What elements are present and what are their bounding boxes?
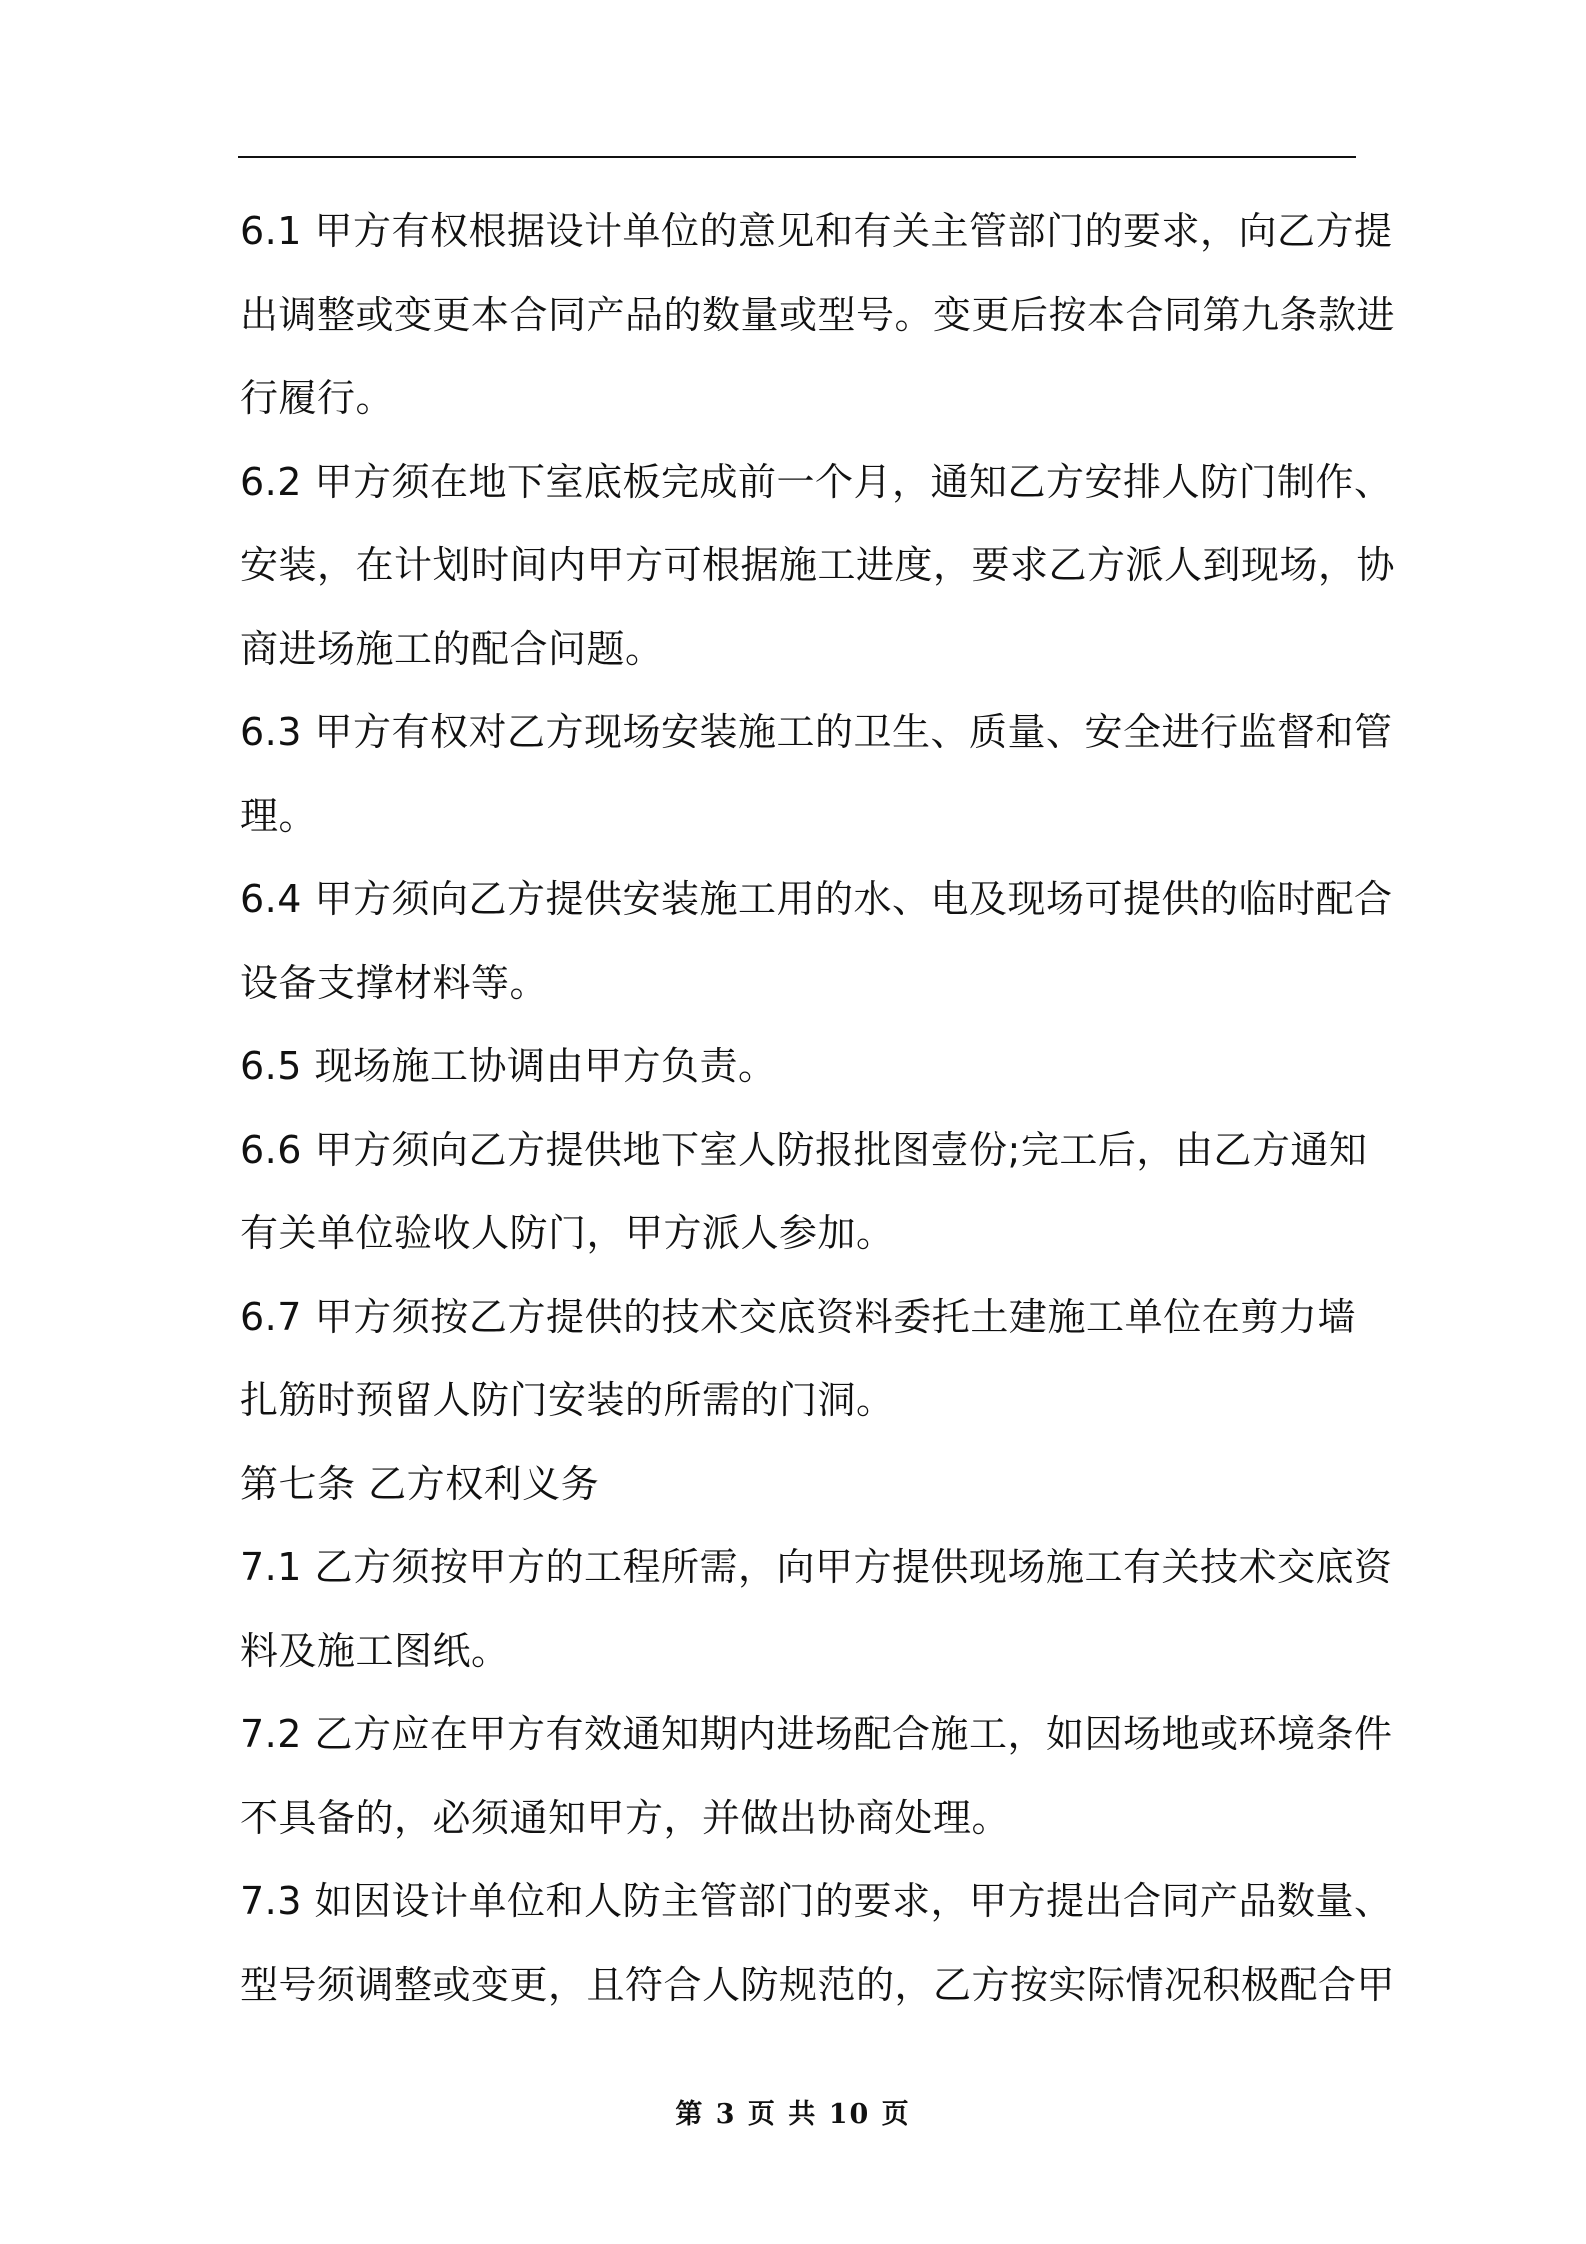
text-line: 6.2 甲方须在地下室底板完成前一个月，通知乙方安排人防门制作、 xyxy=(240,459,1393,504)
section-heading: 第七条 乙方权利义务 xyxy=(240,1461,600,1506)
text-line: 6.5 现场施工协调由甲方负责。 xyxy=(240,1044,777,1088)
text-line: 7.1 乙方须按甲方的工程所需，向甲方提供现场施工有关技术交底资 xyxy=(240,1545,1393,1589)
text-line: 安装，在计划时间内甲方可根据施工进度，要求乙方派人到现场，协 xyxy=(240,543,1396,587)
text-line: 理。 xyxy=(240,793,318,838)
text-line: 6.4 甲方须向乙方提供安装施工用的水、电及现场可提供的临时配合 xyxy=(240,877,1393,921)
text-line: 7.2 乙方应在甲方有效通知期内进场配合施工，如因场地或环境条件 xyxy=(240,1712,1393,1756)
page-number-footer: 第 3 页 共 10 页 xyxy=(675,2099,911,2130)
text-line: 6.6 甲方须向乙方提供地下室人防报批图壹份;完工后，由乙方通知 xyxy=(240,1127,1368,1172)
document-body xyxy=(240,190,1396,2027)
text-line: 行履行。 xyxy=(240,376,395,420)
text-line: 不具备的，必须通知甲方，并做出协商处理。 xyxy=(240,1795,1011,1840)
text-line: 出调整或变更本合同产品的数量或型号。变更后按本合同第九条款进 xyxy=(240,292,1396,337)
text-line: 商进场施工的配合问题。 xyxy=(240,626,664,671)
text-line: 6.7 甲方须按乙方提供的技术交底资料委托土建施工单位在剪力墙 xyxy=(240,1294,1356,1339)
text-line: 料及施工图纸。 xyxy=(240,1628,510,1673)
text-line: 扎筋时预留人防门安装的所需的门洞。 xyxy=(240,1378,895,1422)
text-line: 7.3 如因设计单位和人防主管部门的要求，甲方提出合同产品数量、 xyxy=(240,1879,1393,1923)
header-rule xyxy=(238,156,1356,158)
text-line: 型号须调整或变更，且符合人防规范的，乙方按实际情况积极配合甲 xyxy=(240,1962,1396,2007)
text-line: 有关单位验收人防门，甲方派人参加。 xyxy=(240,1211,895,1255)
text-line: 6.3 甲方有权对乙方现场安装施工的卫生、质量、安全进行监督和管 xyxy=(240,710,1393,754)
text-line: 设备支撑材料等。 xyxy=(240,960,549,1005)
text-line: 6.1 甲方有权根据设计单位的意见和有关主管部门的要求，向乙方提 xyxy=(240,209,1393,253)
